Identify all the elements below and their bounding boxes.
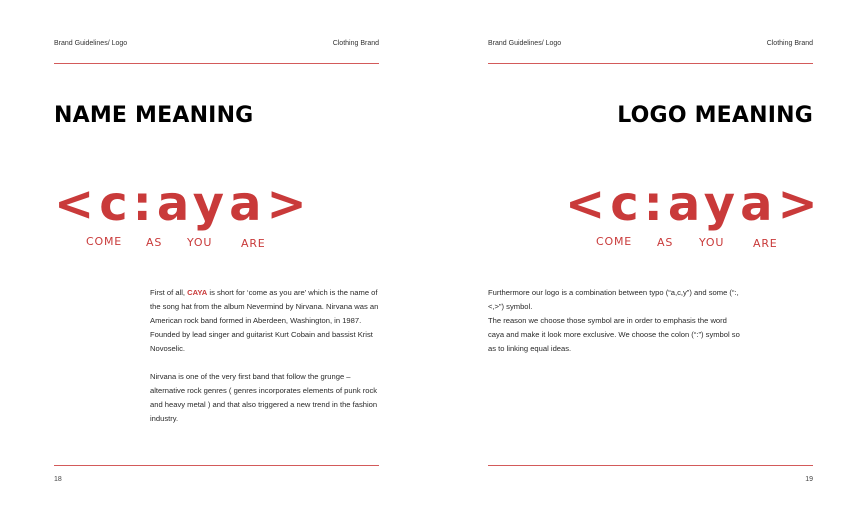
caya-logo-mark: <c:aya>	[54, 176, 312, 232]
body-text	[488, 286, 740, 356]
page-number: 19	[805, 476, 813, 483]
header-brand-label: Clothing Brand	[766, 40, 813, 47]
page-title: LOGO MEANING	[617, 103, 813, 128]
logo-word-come: COME	[596, 235, 632, 248]
caya-highlight: CAYA	[187, 288, 208, 297]
logo-word-as: AS	[657, 236, 674, 249]
body-paragraph: First of all, CAYA is short for ‘come as you are’ which is the name of the song hat from the album Nevermind by Nirvana. Nirvana was an American rock band formed in Aberdeen, Washington, in 1987. Founded by lead singer and guitarist Kurt Cobain and bassist Krist Novoselic.	[150, 288, 379, 353]
page-title: NAME MEANING	[54, 103, 254, 128]
logo-word-as: AS	[146, 236, 163, 249]
header-section-label: Brand Guidelines/ Logo	[54, 40, 128, 47]
logo-word-come: COME	[86, 235, 122, 248]
logo-word-are: ARE	[241, 237, 266, 250]
body-text	[150, 286, 382, 440]
page-number: 18	[54, 476, 62, 483]
body-paragraph: The reason we choose those symbol are in order to emphasis the word caya and make it look more exclusive. We choose the colon (“:”) symbol so as to linking equal ideas.	[488, 316, 740, 353]
logo-word-you: YOU	[699, 236, 725, 249]
right-page	[434, 0, 867, 520]
caya-logo-mark: <c:aya>	[565, 176, 823, 232]
footer-rule	[54, 465, 379, 466]
logo-word-you: YOU	[187, 236, 213, 249]
header-brand-label: Clothing Brand	[332, 40, 379, 47]
header-rule	[488, 63, 813, 64]
body-paragraph: Nirvana is one of the very first band that follow the grunge – alternative rock genres ( genres incorporates elements of punk rock and heavy metal ) and that also triggered a new trend in the fashion industry.	[150, 372, 378, 423]
left-page	[0, 0, 433, 520]
logo-word-are: ARE	[753, 237, 778, 250]
header-rule	[54, 63, 379, 64]
header-section-label: Brand Guidelines/ Logo	[488, 40, 562, 47]
body-paragraph: Furthermore our logo is a combination between typo (“a,c,y”) and some (“:,<,>”) symbol.	[488, 288, 739, 311]
footer-rule	[488, 465, 813, 466]
